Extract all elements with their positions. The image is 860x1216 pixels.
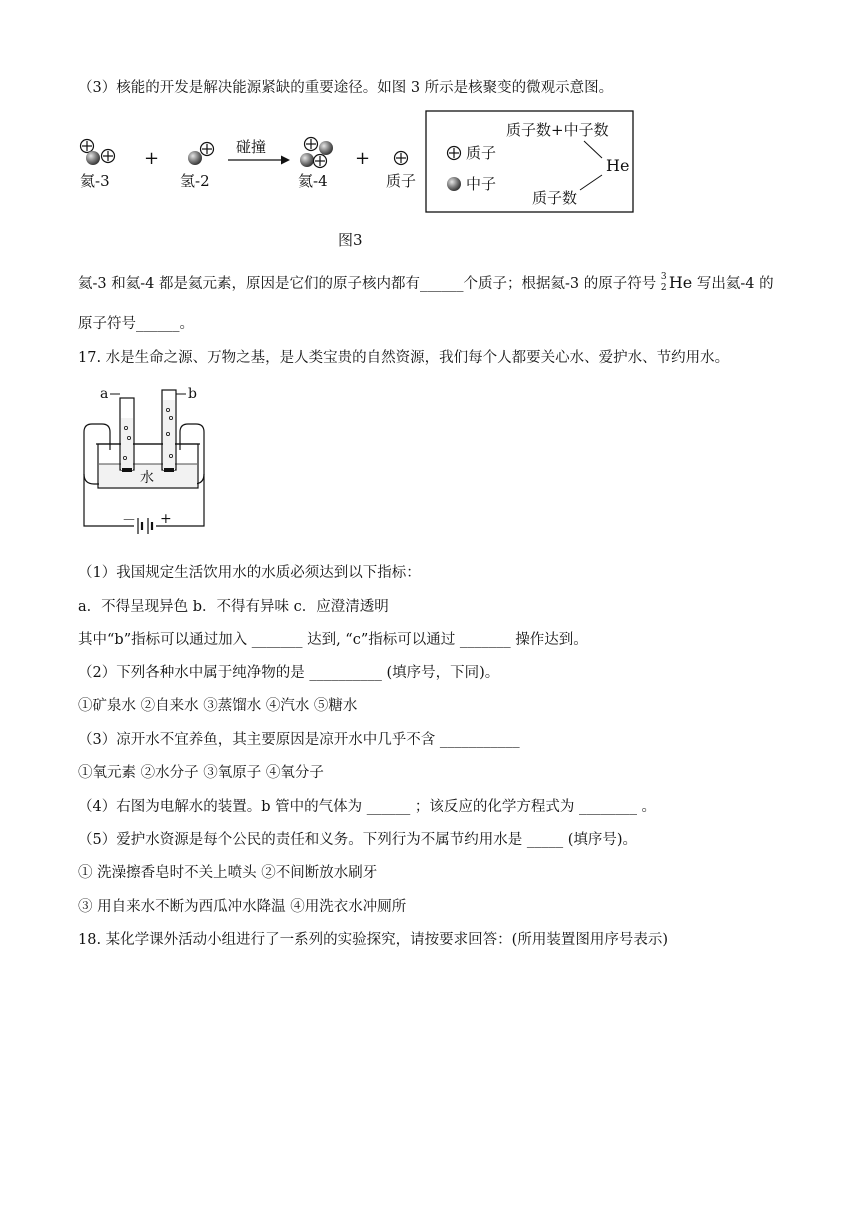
tube-b-label: b <box>188 386 197 402</box>
battery-minus-label: － <box>122 513 136 529</box>
tube-a-label: a <box>100 386 109 402</box>
q3-text-line2: 原子符号______。 <box>78 316 194 332</box>
q17-part2-options: ①矿泉水 ②自来水 ③蒸馏水 ④汽水 ⑤糖水 <box>78 698 358 714</box>
q3-text-line1 <box>78 272 774 294</box>
label-he4: 氦-4 <box>298 172 328 190</box>
q17-title: 17. 水是生命之源、万物之基，是人类宝贵的自然资源，我们每个人都要关心水、爱护水、节约用水。 <box>78 350 730 366</box>
water-label: 水 <box>140 470 154 486</box>
q3-text-part-a: 氦-3 和氦-4 都是氦元素，原因是它们的原子核内都有______个质子；根据氦-3 的原子符号 <box>78 276 661 292</box>
label-h2: 氢-2 <box>180 172 210 190</box>
battery-plus-label: + <box>160 511 172 527</box>
q17-part5: （5）爱护水资源是每个公民的责任和义务。下列行为不属节约用水是 _____ (填序号)。 <box>78 832 638 848</box>
he3-atomic-number: 2 <box>660 283 667 293</box>
arrow-label: 碰撞 <box>236 138 267 156</box>
he3-nucleus-icon <box>81 140 115 166</box>
q17-part4: （4）右图为电解水的装置。b 管中的气体为 ______ ；该反应的化学方程式为 ________ 。 <box>78 799 657 815</box>
legend-proton-icon <box>448 147 461 160</box>
he4-nucleus-icon <box>300 138 333 168</box>
legend-mass-number-label: 质子数+中子数 <box>506 121 609 139</box>
q3-text-part-b: 写出氦-4 的 <box>692 276 774 292</box>
figure-caption: 图3 <box>338 231 363 249</box>
q17-part5-options-2: ③ 用自来水不断为西瓜冲水降温 ④用洗衣水冲厕所 <box>78 899 407 915</box>
q17-part3: （3）凉开水不宜养鱼，其主要原因是凉开水中几乎不含 ___________ <box>78 732 520 748</box>
label-proton: 质子 <box>386 172 417 190</box>
he3-element-symbol: He <box>668 273 693 292</box>
he3-mass-number: 3 <box>660 272 667 282</box>
reaction-arrow-icon <box>228 156 290 165</box>
q17-part3-options: ①氧元素 ②水分子 ③氧原子 ④氧分子 <box>78 765 324 781</box>
plus-sign-1: + <box>144 148 160 169</box>
legend-neutron-label: 中子 <box>466 175 497 193</box>
q18-title: 18. 某化学课外活动小组进行了一系列的实验探究，请按要求回答：(所用装置图用序号表示) <box>78 932 668 948</box>
proton-icon <box>395 152 408 165</box>
legend-proton-label: 质子 <box>466 144 497 162</box>
legend-he-symbol: He <box>606 156 630 175</box>
electrolysis-apparatus-figure <box>78 380 298 540</box>
legend-neutron-icon <box>447 177 461 191</box>
q17-part2: （2）下列各种水中属于纯净物的是 __________ (填序号，下同)。 <box>78 665 500 681</box>
q17-part1: （1）我国规定生活饮用水的水质必须达到以下指标： <box>78 565 421 581</box>
plus-sign-2: + <box>355 148 371 169</box>
legend-proton-number-label: 质子数 <box>532 189 578 207</box>
q17-part1-fill: 其中“b”指标可以通过加入 _______ 达到, “c”指标可以通过 _______ 操作达到。 <box>78 632 588 648</box>
q17-part1-criteria: a．不得呈现异色 b．不得有异味 c．应澄清透明 <box>78 599 389 615</box>
q3-intro: （3）核能的开发是解决能源紧缺的重要途径。如图 3 所示是核聚变的微观示意图。 <box>78 80 614 96</box>
h2-nucleus-icon <box>188 143 214 166</box>
label-he3: 氦-3 <box>80 172 110 190</box>
he3-nuclide-indices <box>661 274 669 294</box>
q17-part5-options-1: ① 洗澡擦香皂时不关上喷头 ②不间断放水刷牙 <box>78 865 378 881</box>
